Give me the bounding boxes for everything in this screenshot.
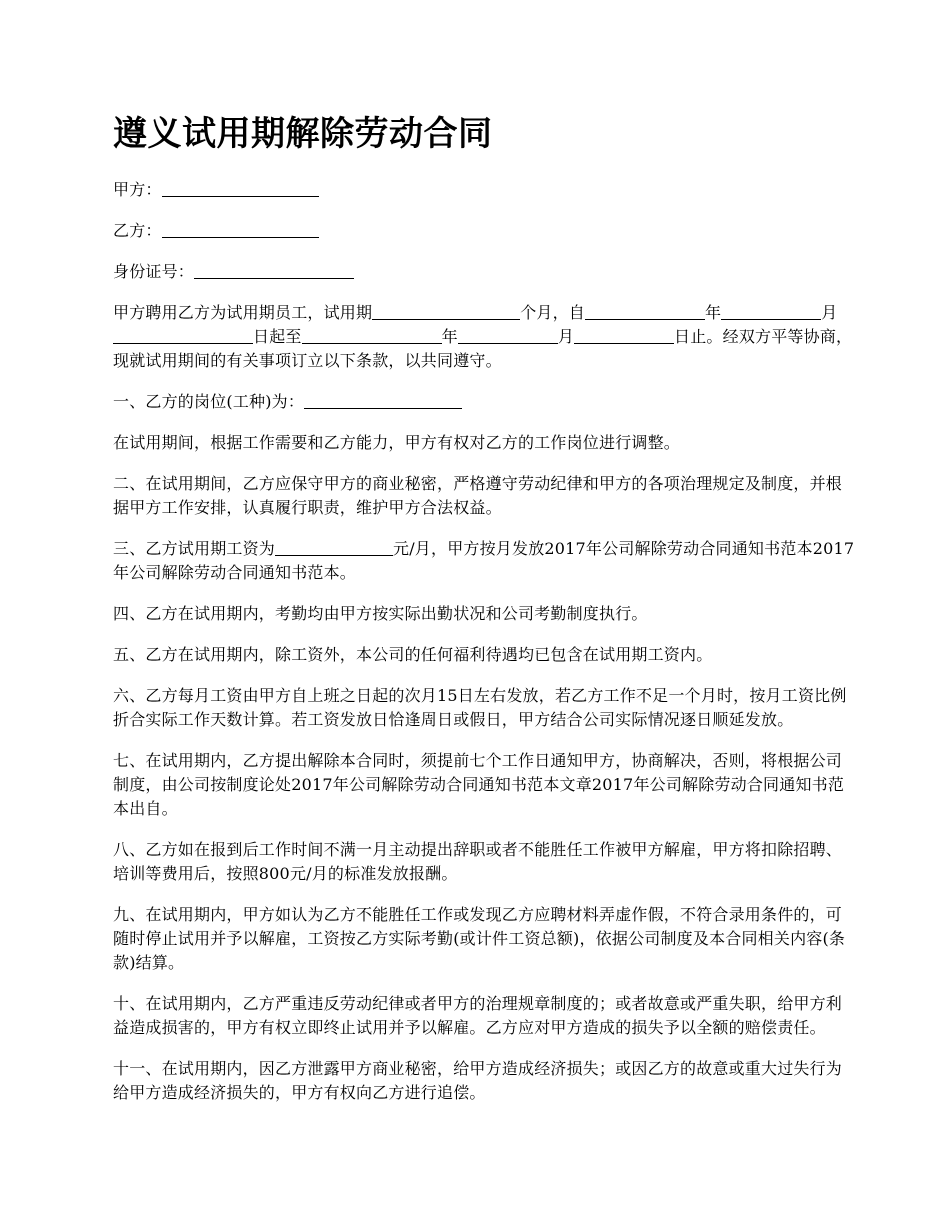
intro-text-4: 月 xyxy=(821,303,838,322)
start-month-blank xyxy=(721,301,821,320)
start-day-blank xyxy=(113,325,253,344)
party-b-line xyxy=(113,219,855,243)
clause-2: 二、在试用期间，乙方应保守甲方的商业秘密，严格遵守劳动纪律和甲方的各项治理规定及制度，并根据甲方工作安排，认真履行职责，维护甲方合法权益。 xyxy=(113,474,843,517)
party-a-label: 甲方： xyxy=(113,180,162,199)
intro-text-8: 日止。经双方平等协商，现就试用期间的有关事项订立以下条款，以共同遵守。 xyxy=(113,327,853,370)
clause-3-text-1: 三、乙方试用期工资为 xyxy=(113,539,276,558)
clause-5: 五、乙方在试用期内，除工资外，本公司的任何福利待遇均已包含在试用期工资内。 xyxy=(113,645,713,664)
start-year-blank xyxy=(585,301,705,320)
trial-months-blank xyxy=(372,301,520,320)
party-b-blank xyxy=(162,219,319,238)
id-number-line xyxy=(113,260,855,284)
end-day-blank xyxy=(574,325,674,344)
clause-1-line xyxy=(113,390,855,414)
clause-3-text-2: 元/月，甲方按月发放2017年公司解除劳动合同通知书范本2017年公司解除劳动合同通知书范本。 xyxy=(113,539,855,582)
clause-1-label: 一、乙方的岗位(工种)为： xyxy=(113,392,305,411)
intro-text-5: 日起至 xyxy=(253,327,302,346)
id-number-blank xyxy=(194,260,354,279)
end-month-blank xyxy=(458,325,558,344)
clause-9: 九、在试用期内，甲方如认为乙方不能胜任工作或发现乙方应聘材料弄虚作假，不符合录用条件的，可随时停止试用并予以解雇，工资按乙方实际考勤(或计件工资总额)，依据公司制度及本合同相关内容(条款)结算。 xyxy=(113,905,846,972)
intro-text-2: 个月，自 xyxy=(520,303,586,322)
party-b-label: 乙方： xyxy=(113,221,162,240)
document-title: 遵义试用期解除劳动合同 xyxy=(113,114,493,154)
clause-6: 六、乙方每月工资由甲方自上班之日起的次月15日左右发放，若乙方工作不足一个月时，按月工资比例折合实际工作天数计算。若工资发放日恰逢周日或假日，甲方结合公司实际情况逐日顺延发放。 xyxy=(113,686,847,729)
clause-8: 八、乙方如在报到后工作时间不满一月主动提出辞职或者不能胜任工作被甲方解雇，甲方将扣除招聘、培训等费用后，按照800元/月的标准发放报酬。 xyxy=(113,840,843,883)
intro-text-3: 年 xyxy=(705,303,722,322)
position-blank xyxy=(304,390,462,409)
end-year-blank xyxy=(302,325,442,344)
intro-paragraph xyxy=(113,301,855,373)
id-number-label: 身份证号： xyxy=(113,262,195,281)
intro-text-6: 年 xyxy=(441,327,458,346)
clause-7: 七、在试用期内，乙方提出解除本合同时，须提前七个工作日通知甲方，协商解决，否则，将根据公司制度，由公司按制度论处2017年公司解除劳动合同通知书范本文章2017年公司解除劳动合同通知书范本出自。 xyxy=(113,751,845,818)
clause-3 xyxy=(113,537,855,585)
salary-blank xyxy=(275,537,393,556)
clause-11: 十一、在试用期内，因乙方泄露甲方商业秘密，给甲方造成经济损失；或因乙方的故意或重大过失行为给甲方造成经济损失的，甲方有权向乙方进行追偿。 xyxy=(113,1059,843,1102)
party-a-blank xyxy=(162,178,319,197)
clause-10: 十、在试用期内，乙方严重违反劳动纪律或者甲方的治理规章制度的；或者故意或严重失职，给甲方利益造成损害的，甲方有权立即终止试用并予以解雇。乙方应对甲方造成的损失予以全额的赔偿责任。 xyxy=(113,994,843,1037)
clause-1-note: 在试用期间，根据工作需要和乙方能力，甲方有权对乙方的工作岗位进行调整。 xyxy=(113,433,681,452)
clause-4: 四、乙方在试用期内，考勤均由甲方按实际出勤状况和公司考勤制度执行。 xyxy=(113,604,648,623)
intro-text-7: 月 xyxy=(557,327,575,346)
intro-text-1: 甲方聘用乙方为试用期员工，试用期 xyxy=(113,303,373,322)
party-a-line xyxy=(113,178,855,202)
